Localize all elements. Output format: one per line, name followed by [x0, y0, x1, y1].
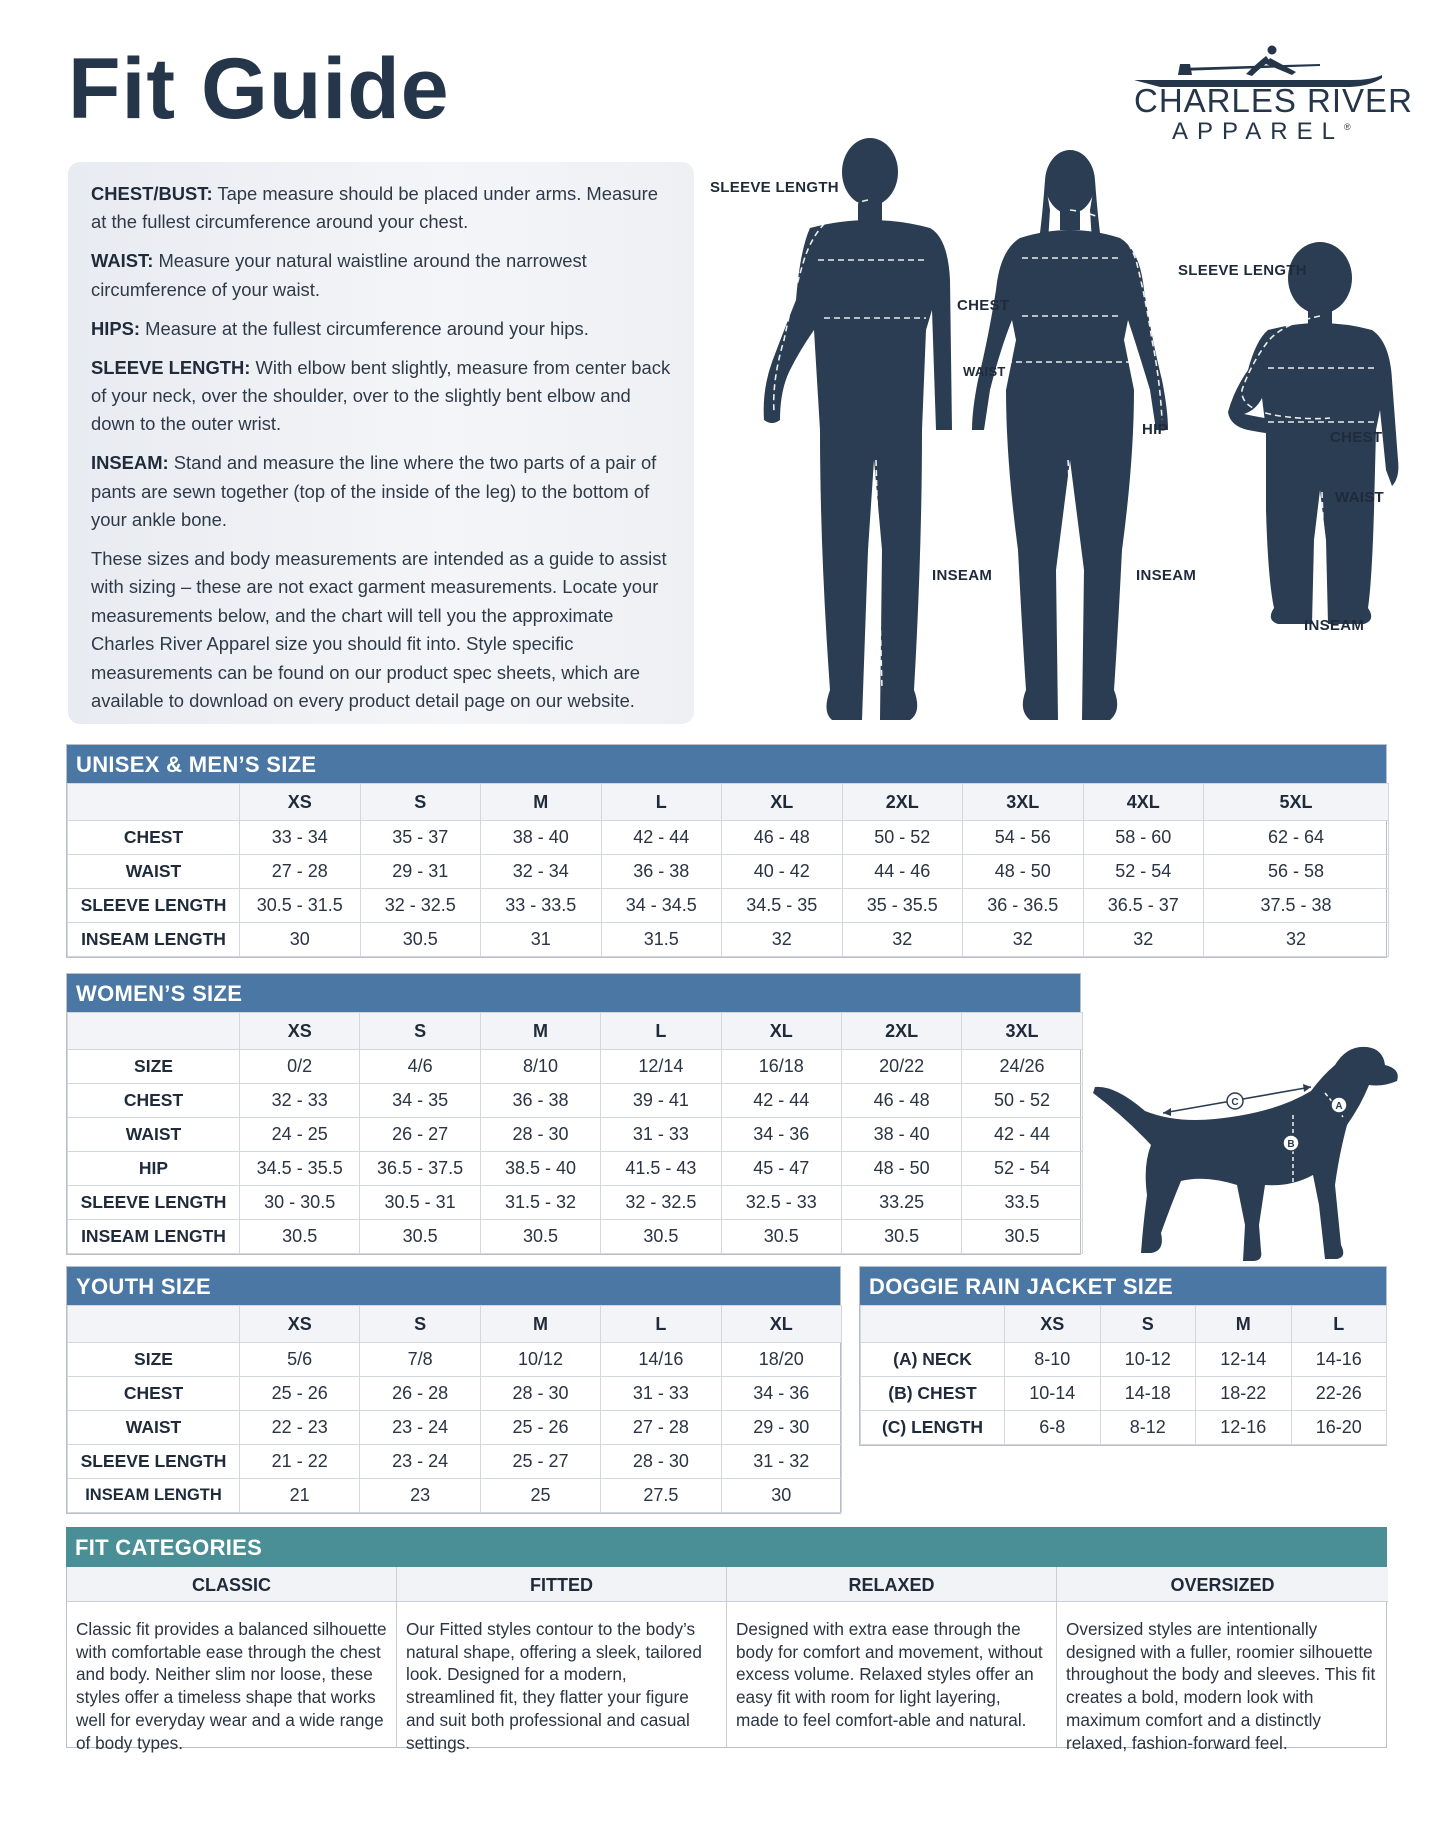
fit-categories-title: FIT CATEGORIES — [66, 1527, 1387, 1567]
instruction-hips: HIPS: Measure at the fullest circumference around your hips. — [91, 317, 589, 339]
dog-illustration — [1085, 1025, 1405, 1275]
fit-oversized — [1057, 1567, 1388, 1753]
page-title: Fit Guide — [68, 41, 450, 137]
brand-name: CHARLES RIVER — [1134, 82, 1413, 119]
doggie-table-title: DOGGIE RAIN JACKET SIZE — [860, 1267, 1386, 1305]
fit-name: CLASSIC — [67, 1567, 396, 1602]
fit-description: Our Fitted styles contour to the body’s natural shape, offering a sleek, tailored look. Designed for a modern, streamlined fit, they flatter your figure and suit both professional and casual settings. — [406, 1619, 702, 1753]
label-man-chest: CHEST — [957, 297, 1010, 314]
unisex-header-row: XS S M L XL 2XL 3XL 4XL 5XL — [68, 784, 1389, 821]
label-man-inseam: INSEAM — [932, 567, 993, 584]
brand-subname: APPAREL® — [1172, 118, 1351, 145]
table-row: HIP 34.5 - 35.5 36.5 - 37.5 38.5 - 40 41.5 - 43 45 - 47 48 - 50 52 - 54 — [68, 1152, 1083, 1186]
womens-table-title: WOMEN’S SIZE — [67, 974, 1080, 1012]
dog-icon — [1085, 1025, 1405, 1275]
measurement-instructions — [68, 162, 694, 724]
fit-categories — [66, 1527, 1387, 1753]
dog-marker-a: A — [1335, 1101, 1343, 1112]
table-row: SIZE 0/2 4/6 8/10 12/14 16/18 20/22 24/26 — [68, 1050, 1083, 1084]
fit-name: OVERSIZED — [1057, 1567, 1388, 1602]
fit-description: Classic fit provides a balanced silhouette with comfortable ease through the chest and body. Neither slim nor loose, these styles offer a timeless shape that works well for everyday wear and a wide range of body types. — [76, 1619, 387, 1753]
label-youth-waist: WAIST — [1335, 489, 1384, 506]
label-youth-chest: CHEST — [1330, 429, 1383, 446]
sizing-disclaimer: These sizes and body measurements are intended as a guide to assist with sizing – these are not exact garment measurements. Locate your measurements below, and the chart will tell you the approximate Charles River Apparel size you should fit into. Style specific measurements can be found on our product spec sheets, which are available to download on every product detail page on our website. — [91, 547, 667, 711]
unisex-size-table — [66, 744, 1387, 958]
youth-table-title: YOUTH SIZE — [67, 1267, 840, 1305]
table-row: SLEEVE LENGTH 21 - 22 23 - 24 25 - 27 28 - 30 31 - 32 — [68, 1445, 842, 1479]
doggie-size-table — [859, 1266, 1387, 1446]
fit-relaxed — [727, 1567, 1057, 1747]
dog-marker-b: B — [1287, 1139, 1295, 1150]
womens-header-row: XS S M L XL 2XL 3XL — [68, 1013, 1083, 1050]
fit-name: FITTED — [397, 1567, 726, 1602]
table-row: (B) CHEST 10-14 14-18 18-22 22-26 — [861, 1377, 1387, 1411]
fit-classic — [67, 1567, 397, 1753]
table-row: WAIST 22 - 23 23 - 24 25 - 26 27 - 28 29 - 30 — [68, 1411, 842, 1445]
fit-fitted — [397, 1567, 727, 1753]
label-woman-hip: HIP — [1142, 421, 1168, 438]
doggie-header-row: XS S M L — [861, 1306, 1387, 1343]
table-row: CHEST 33 - 34 35 - 37 38 - 40 42 - 44 46 - 48 50 - 52 54 - 56 58 - 60 62 - 64 — [68, 821, 1389, 855]
unisex-table-title: UNISEX & MEN’S SIZE — [67, 745, 1386, 783]
youth-size-table — [66, 1266, 841, 1514]
table-row: SLEEVE LENGTH 30 - 30.5 30.5 - 31 31.5 - 32 32 - 32.5 32.5 - 33 33.25 33.5 — [68, 1186, 1083, 1220]
label-youth-inseam: INSEAM — [1304, 617, 1365, 634]
dog-marker-c: C — [1231, 1097, 1239, 1108]
table-row: SIZE 5/6 7/8 10/12 14/16 18/20 — [68, 1343, 842, 1377]
table-row: CHEST 32 - 33 34 - 35 36 - 38 39 - 41 42 - 44 46 - 48 50 - 52 — [68, 1084, 1083, 1118]
fit-description: Oversized styles are intentionally designed with a fuller, roomier silhouette throughout the body and sleeves. This fit creates a bold, modern look with maximum comfort and a distinctly relaxed, fashion-forward feel. — [1066, 1619, 1376, 1753]
table-row: (A) NECK 8-10 10-12 12-14 14-16 — [861, 1343, 1387, 1377]
table-row: WAIST 27 - 28 29 - 31 32 - 34 36 - 38 40 - 42 44 - 46 48 - 50 52 - 54 56 - 58 — [68, 855, 1389, 889]
table-row: SLEEVE LENGTH 30.5 - 31.5 32 - 32.5 33 - 33.5 34 - 34.5 34.5 - 35 35 - 35.5 36 - 36.5 36.5 - 37 37.5 - 38 — [68, 889, 1389, 923]
fit-name: RELAXED — [727, 1567, 1056, 1602]
youth-header-row: XS S M L XL — [68, 1306, 842, 1343]
label-man-waist: WAIST — [963, 364, 1006, 379]
table-row: INSEAM LENGTH 30.5 30.5 30.5 30.5 30.5 30.5 30.5 — [68, 1220, 1083, 1254]
table-row: WAIST 24 - 25 26 - 27 28 - 30 31 - 33 34 - 36 38 - 40 42 - 44 — [68, 1118, 1083, 1152]
table-row: INSEAM LENGTH 30 30.5 31 31.5 32 32 32 32 32 — [68, 923, 1389, 957]
fit-description: Designed with extra ease through the body for comfort and movement, without excess volume. Relaxed styles offer an easy fit with room for light layering, made to feel comfort-able and natural. — [736, 1619, 1043, 1730]
table-row: INSEAM LENGTH 21 23 25 27.5 30 — [68, 1479, 842, 1513]
instruction-chest: CHEST/BUST: Tape measure should be placed under arms. Measure at the fullest circumference around your chest. — [91, 183, 658, 233]
womens-size-table — [66, 973, 1081, 1255]
body-figures — [700, 130, 1445, 730]
label-woman-sleeve: SLEEVE LENGTH — [1178, 262, 1307, 279]
label-man-sleeve: SLEEVE LENGTH — [710, 179, 839, 196]
table-row: CHEST 25 - 26 26 - 28 28 - 30 31 - 33 34 - 36 — [68, 1377, 842, 1411]
instruction-sleeve: SLEEVE LENGTH: With elbow bent slightly, measure from center back of your neck, over the shoulder, over to the slightly bent elbow and down to the outer wrist. — [91, 356, 671, 435]
instruction-waist: WAIST: Measure your natural waistline around the narrowest circumference of your waist. — [91, 250, 587, 300]
instruction-inseam: INSEAM: Stand and measure the line where the two parts of a pair of pants are sewn together (top of the inside of the leg) to the bottom of your ankle bone. — [91, 452, 657, 531]
table-row: (C) LENGTH 6-8 8-12 12-16 16-20 — [861, 1411, 1387, 1445]
label-woman-inseam: INSEAM — [1136, 567, 1197, 584]
